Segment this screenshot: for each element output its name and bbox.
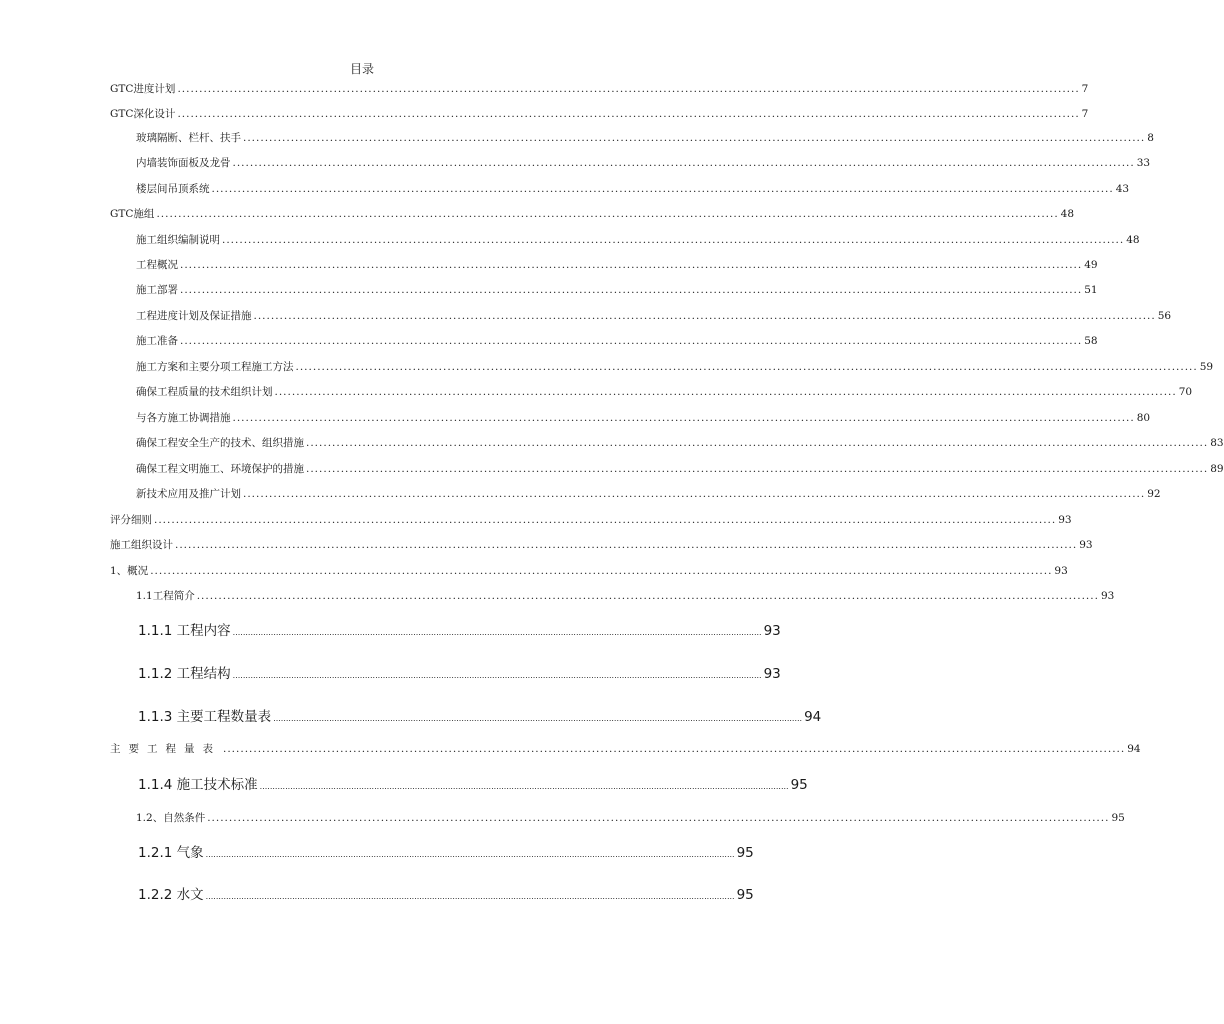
toc-entry-page: 48 — [1126, 234, 1140, 246]
toc-entry[interactable] — [138, 776, 808, 796]
toc-entry-label: 确保工程质量的技术组织计划 — [136, 386, 273, 398]
toc-entry[interactable] — [136, 233, 1140, 247]
dot-leader: ................................................................................................................................................................................................................ — [156, 208, 1059, 220]
toc-entry-page: 56 — [1157, 310, 1172, 322]
toc-entry-page: 89 — [1210, 463, 1224, 475]
toc-entry[interactable] — [138, 665, 781, 685]
toc-entry[interactable] — [138, 622, 781, 642]
dot-leader: ................................................................................................................................................................................................................ — [306, 463, 1209, 475]
toc-entry-label: 1.2、自然条件 — [136, 812, 206, 824]
toc-entry-page: 93 — [763, 666, 781, 682]
toc-entry-page: 93 — [1054, 565, 1068, 577]
toc-entry-page: 83 — [1210, 437, 1224, 449]
toc-entry[interactable] — [110, 538, 1093, 552]
toc-entry-page: 93 — [1079, 539, 1093, 551]
toc-entry[interactable] — [136, 411, 1151, 425]
dot-leader: ................................................................................................................................................................................................................ — [259, 782, 789, 791]
toc-entry-label: 1.1.3 主要工程数量表 — [138, 709, 272, 725]
toc-entry[interactable] — [138, 708, 822, 728]
toc-entry-page: 7 — [1081, 108, 1089, 120]
toc-entry-label: 施工组织编制说明 — [136, 234, 220, 246]
toc-entry-label: 1.1.1 工程内容 — [138, 623, 231, 639]
toc-entry-label: GTC施组 — [110, 208, 155, 220]
toc-entry-page: 7 — [1081, 83, 1089, 95]
toc-entry[interactable] — [110, 564, 1068, 578]
toc-entry-page: 95 — [790, 777, 808, 793]
toc-entry[interactable] — [136, 589, 1115, 603]
toc-entry-label: 施工组织设计 — [110, 539, 173, 551]
toc-entry[interactable] — [110, 107, 1089, 121]
toc-entry-label: 确保工程安全生产的技术、组织措施 — [136, 437, 304, 449]
dot-leader: ................................................................................................................................................................................................................ — [232, 628, 762, 637]
dot-leader: ................................................................................................................................................................................................................ — [196, 590, 1099, 602]
toc-entry-page: 49 — [1084, 259, 1098, 271]
dot-leader: ................................................................................................................................................................................................................ — [150, 565, 1053, 577]
toc-entry-label: 内墙装饰面板及龙骨 — [136, 157, 231, 169]
toc-entry-label: 1.1工程简介 — [136, 590, 195, 602]
toc-entry-label: 施工方案和主要分项工程施工方法 — [136, 361, 294, 373]
dot-leader: ................................................................................................................................................................................................................ — [243, 132, 1146, 144]
toc-entry-label: 新技术应用及推广计划 — [136, 488, 241, 500]
toc-entry-page: 95 — [1111, 812, 1125, 824]
toc-entry-label: 与各方施工协调措施 — [136, 412, 231, 424]
dot-leader: ................................................................................................................................................................................................................ — [180, 335, 1083, 347]
toc-entry[interactable] — [138, 844, 754, 864]
toc-entry-label: 1.1.2 工程结构 — [138, 666, 231, 682]
toc-entry[interactable] — [136, 258, 1098, 272]
dot-leader: ................................................................................................................................................................................................................ — [177, 83, 1080, 95]
toc-title: 目录 — [349, 62, 374, 76]
dot-leader: ................................................................................................................................................................................................................ — [205, 892, 735, 901]
toc-entry-label: 1.1.4 施工技术标准 — [138, 777, 258, 793]
toc-entry-label: GTC深化设计 — [110, 108, 176, 120]
toc-entry-page: 33 — [1136, 157, 1151, 169]
toc-entry-page: 92 — [1147, 488, 1161, 500]
toc-entry[interactable] — [136, 487, 1161, 501]
dot-leader: ................................................................................................................................................................................................................ — [223, 743, 1126, 755]
toc-entry-label: 1.2.2 水文 — [138, 887, 204, 903]
dot-leader: ................................................................................................................................................................................................................ — [222, 234, 1125, 246]
dot-leader: ................................................................................................................................................................................................................ — [232, 671, 762, 680]
toc-entry[interactable] — [138, 886, 754, 906]
dot-leader: ................................................................................................................................................................................................................ — [273, 714, 803, 723]
toc-entry[interactable] — [110, 742, 1141, 756]
toc-entry[interactable] — [136, 436, 1224, 450]
toc-entry-label: 玻璃隔断、栏杆、扶手 — [136, 132, 241, 144]
toc-entry-label: 施工部署 — [136, 284, 178, 296]
dot-leader: ................................................................................................................................................................................................................ — [306, 437, 1209, 449]
toc-entry-page: 58 — [1084, 335, 1098, 347]
toc-entry-page: 94 — [1127, 743, 1141, 755]
toc-entry-label: 确保工程文明施工、环境保护的措施 — [136, 463, 304, 475]
toc-entry[interactable] — [136, 360, 1214, 374]
toc-entry-label: 评分细则 — [110, 514, 152, 526]
toc-entry-label: 1、概况 — [110, 565, 149, 577]
toc-entry[interactable] — [136, 131, 1154, 145]
toc-entry-page: 95 — [736, 887, 754, 903]
toc-entry-label: 1.2.1 气象 — [138, 845, 204, 861]
toc-entry-page: 8 — [1147, 132, 1154, 144]
toc-entry[interactable] — [136, 283, 1098, 297]
dot-leader: ................................................................................................................................................................................................................ — [205, 850, 735, 859]
toc-entry[interactable] — [110, 513, 1072, 527]
dot-leader: ................................................................................................................................................................................................................ — [274, 386, 1177, 398]
dot-leader: ................................................................................................................................................................................................................ — [175, 539, 1078, 551]
dot-leader: ................................................................................................................................................................................................................ — [232, 412, 1135, 424]
toc-entry[interactable] — [136, 309, 1172, 323]
toc-entry-page: 93 — [1100, 590, 1115, 602]
toc-entry-label: 施工准备 — [136, 335, 178, 347]
dot-leader: ................................................................................................................................................................................................................ — [180, 284, 1083, 296]
toc-entry[interactable] — [136, 811, 1125, 825]
dot-leader: ................................................................................................................................................................................................................ — [180, 259, 1083, 271]
toc-entry-page: 70 — [1178, 386, 1193, 398]
toc-entry-page: 59 — [1199, 361, 1214, 373]
dot-leader: ................................................................................................................................................................................................................ — [253, 310, 1156, 322]
dot-leader: ................................................................................................................................................................................................................ — [207, 812, 1110, 824]
toc-entry-label: 工程概况 — [136, 259, 178, 271]
dot-leader: ................................................................................................................................................................................................................ — [295, 361, 1198, 373]
toc-entry[interactable] — [136, 334, 1098, 348]
toc-entry-page: 43 — [1115, 183, 1130, 195]
toc-entry-label: 主要工程量表 — [110, 743, 221, 755]
toc-entry-label: 楼层间吊顶系统 — [136, 183, 210, 195]
dot-leader: ................................................................................................................................................................................................................ — [177, 108, 1080, 120]
toc-entry[interactable] — [136, 385, 1193, 399]
dot-leader: ................................................................................................................................................................................................................ — [154, 514, 1057, 526]
dot-leader: ................................................................................................................................................................................................................ — [232, 157, 1135, 169]
toc-entry-label: 工程进度计划及保证措施 — [136, 310, 252, 322]
toc-entry-page: 93 — [763, 623, 781, 639]
toc-entry-label: GTC进度计划 — [110, 83, 176, 95]
toc-entry-page: 94 — [804, 709, 822, 725]
toc-entry-page: 48 — [1060, 208, 1075, 220]
toc-entry-page: 80 — [1136, 412, 1151, 424]
toc-entry[interactable] — [136, 462, 1224, 476]
toc-entry[interactable] — [136, 156, 1151, 170]
toc-entry-page: 51 — [1084, 284, 1098, 296]
toc-entry[interactable] — [110, 82, 1089, 96]
toc-entry-page: 95 — [736, 845, 754, 861]
dot-leader: ................................................................................................................................................................................................................ — [211, 183, 1114, 195]
toc-entry-page: 93 — [1058, 514, 1072, 526]
dot-leader: ................................................................................................................................................................................................................ — [243, 488, 1146, 500]
toc-entry[interactable] — [110, 207, 1075, 221]
toc-entry[interactable] — [136, 182, 1130, 196]
